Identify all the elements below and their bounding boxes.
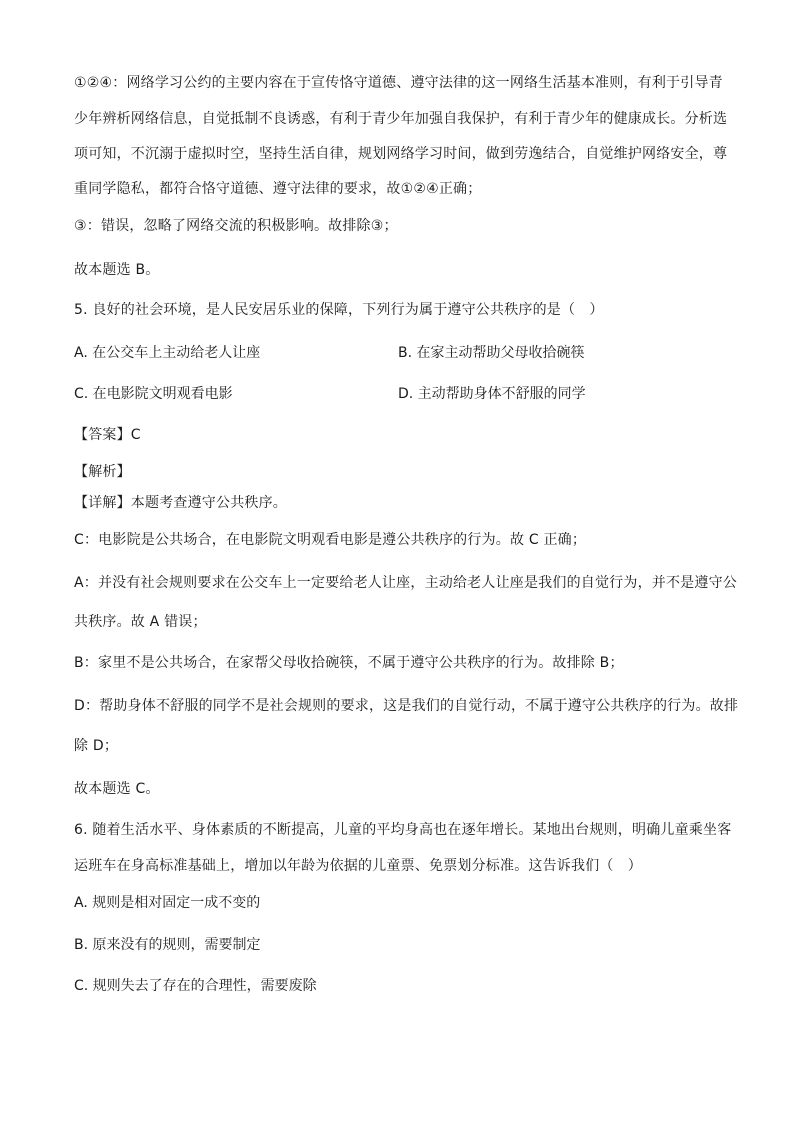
question-5-answer: 【答案】C xyxy=(74,427,141,443)
question-5-option-b: B. 在家主动帮助父母收拾碗筷 xyxy=(398,345,585,361)
question-5-explanation-d: 除 D； xyxy=(74,738,119,754)
analysis-paragraph-line: ①②④：网络学习公约的主要内容在于宣传恪守道德、遵守法律的这一网络生活基本准则，有利于引导青 xyxy=(74,75,723,91)
question-5-explanation-a: 共秩序。故 A 错误； xyxy=(74,614,207,630)
question-6-option-b: B. 原来没有的规则，需要制定 xyxy=(74,937,261,953)
analysis-conclusion: 故本题选 B。 xyxy=(74,262,160,278)
question-5-detail: 【详解】本题考查遵守公共秩序。 xyxy=(74,495,287,511)
analysis-paragraph-line: 重同学隐私，都符合恪守道德、遵守法律的要求，故①②④正确； xyxy=(74,181,482,197)
question-5-explanation-b: B：家里不是公共场合，在家帮父母收拾碗筷，不属于遵守公共秩序的行为。故排除 B； xyxy=(74,655,624,671)
question-5-analysis-label: 【解析】 xyxy=(74,464,131,480)
analysis-exclusion-line: ③：错误，忽略了网络交流的积极影响。故排除③； xyxy=(74,218,398,234)
question-5-conclusion: 故本题选 C。 xyxy=(74,781,160,797)
question-5-stem: 5. 良好的社会环境，是人民安居乐业的保障，下列行为属于遵守公共秩序的是（ ） xyxy=(74,302,604,318)
question-5-explanation-d: D：帮助身体不舒服的同学不是社会规则的要求，这是我们的自觉行动，不属于遵守公共秩序的行为。故排 xyxy=(74,698,739,714)
question-5-option-a: A. 在公交车上主动给老人让座 xyxy=(74,345,261,361)
question-5-option-c: C. 在电影院文明观看电影 xyxy=(74,386,233,402)
question-6-option-c: C. 规则失去了存在的合理性，需要废除 xyxy=(74,978,317,994)
analysis-paragraph-line: 项可知，不沉溺于虚拟时空，坚持生活自律，规划网络学习时间，做到劳逸结合，自觉维护网络安全，尊 xyxy=(74,146,728,162)
question-5-explanation-c: C：电影院是公共场合，在电影院文明观看电影是遵公共秩序的行为。故 C 正确； xyxy=(74,532,587,548)
question-5-option-d: D. 主动帮助身体不舒服的同学 xyxy=(398,386,586,402)
question-6-option-a: A. 规则是相对固定一成不变的 xyxy=(74,895,261,911)
question-6-stem: 运班车在身高标准基础上，增加以年龄为依据的儿童票、免票划分标准。这告诉我们（ ） xyxy=(74,858,642,874)
question-5-explanation-a: A：并没有社会规则要求在公交车上一定要给老人让座，主动给老人让座是我们的自觉行为，并不是遵守公 xyxy=(74,575,737,591)
analysis-paragraph-line: 少年辨析网络信息，自觉抵制不良诱惑，有利于青少年加强自我保护，有利于青少年的健康成长。分析选 xyxy=(74,111,728,127)
question-6-stem: 6. 随着生活水平、身体素质的不断提高，儿童的平均身高也在逐年增长。某地出台规则，明确儿童乘坐客 xyxy=(74,822,732,838)
